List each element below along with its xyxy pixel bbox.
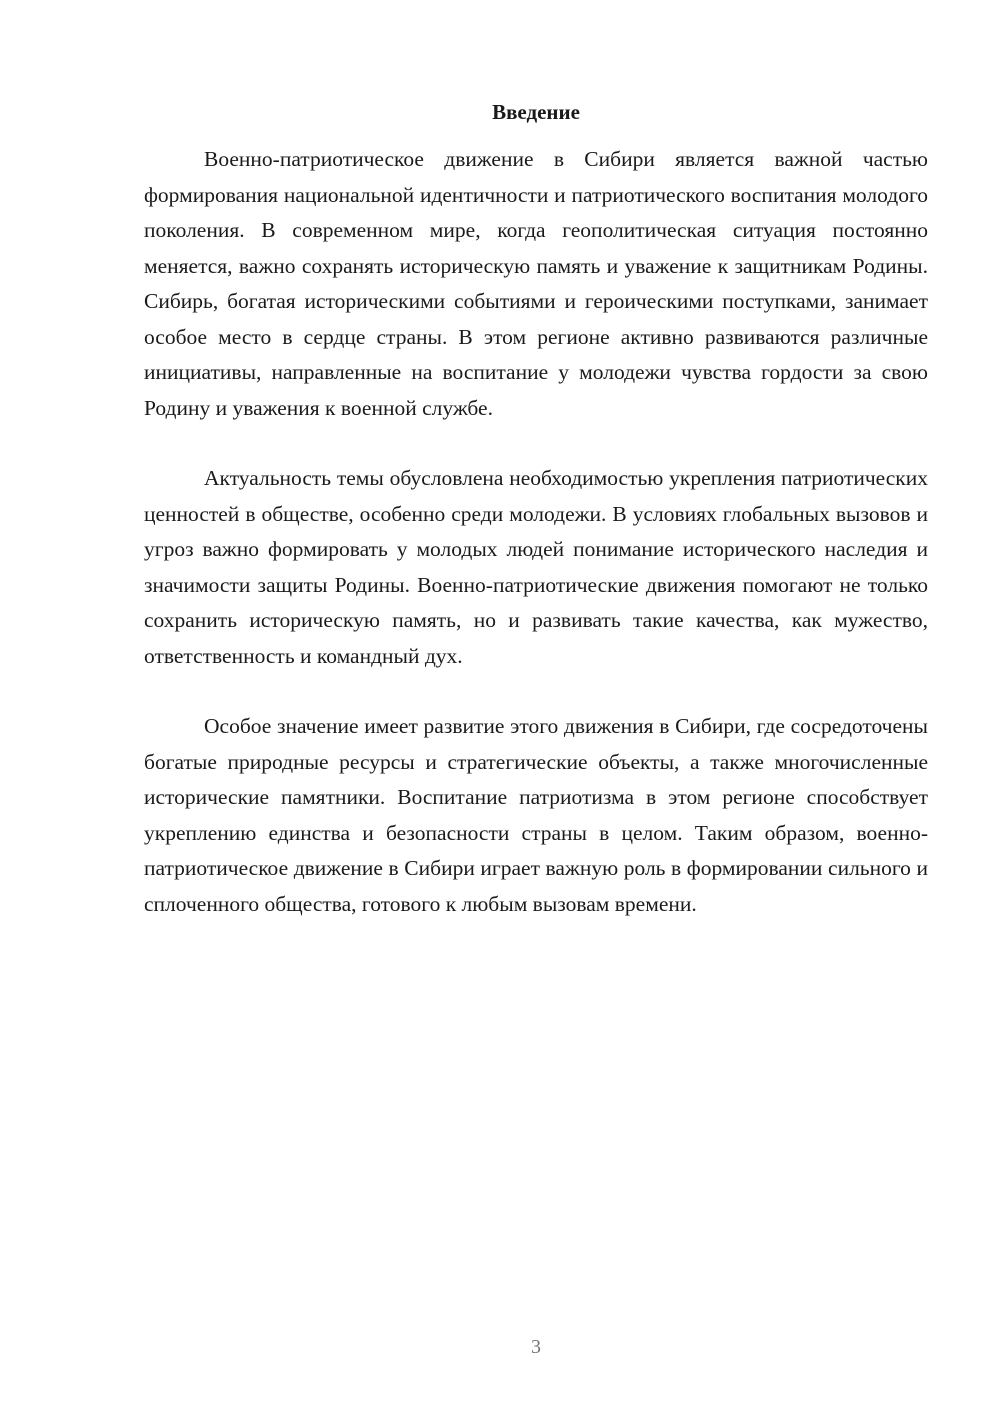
body-text — [144, 142, 928, 957]
paragraph-2: Актуальность темы обусловлена необходимостью укрепления патриотических ценностей в обществе, особенно среди молодежи. В условиях глобальных вызовов и угроз важно формировать у молодых людей понимание исторического наследия и значимости защиты Родины. Военно-патриотические движения помогают не только сохранить историческую память, но и развивать такие качества, как мужество, ответственность и командный дух. — [144, 466, 928, 668]
paragraph-3: Особое значение имеет развитие этого движения в Сибири, где сосредоточены богатые природные ресурсы и стратегические объекты, а также многочисленные исторические памятники. Воспитание патриотизма в этом регионе способствует укреплению единства и безопасности страны в целом. Таким образом, военно-патриотическое движение в Сибири играет важную роль в формировании сильного и сплоченного общества, готового к любым вызовам времени. — [144, 714, 928, 916]
paragraph-1: Военно-патриотическое движение в Сибири является важной частью формирования национальной идентичности и патриотического воспитания молодого поколения. В современном мире, когда геополитическая ситуация постоянно меняется, важно сохранять историческую память и уважение к защитникам Родины. Сибирь, богатая историческими событиями и героическими поступками, занимает особое место в сердце страны. В этом регионе активно развиваются различные инициативы, направленные на воспитание у молодежи чувства гордости за свою Родину и уважения к военной службе. — [144, 147, 928, 420]
page-number: 3 — [531, 1336, 541, 1358]
section-heading: Введение — [492, 100, 580, 124]
